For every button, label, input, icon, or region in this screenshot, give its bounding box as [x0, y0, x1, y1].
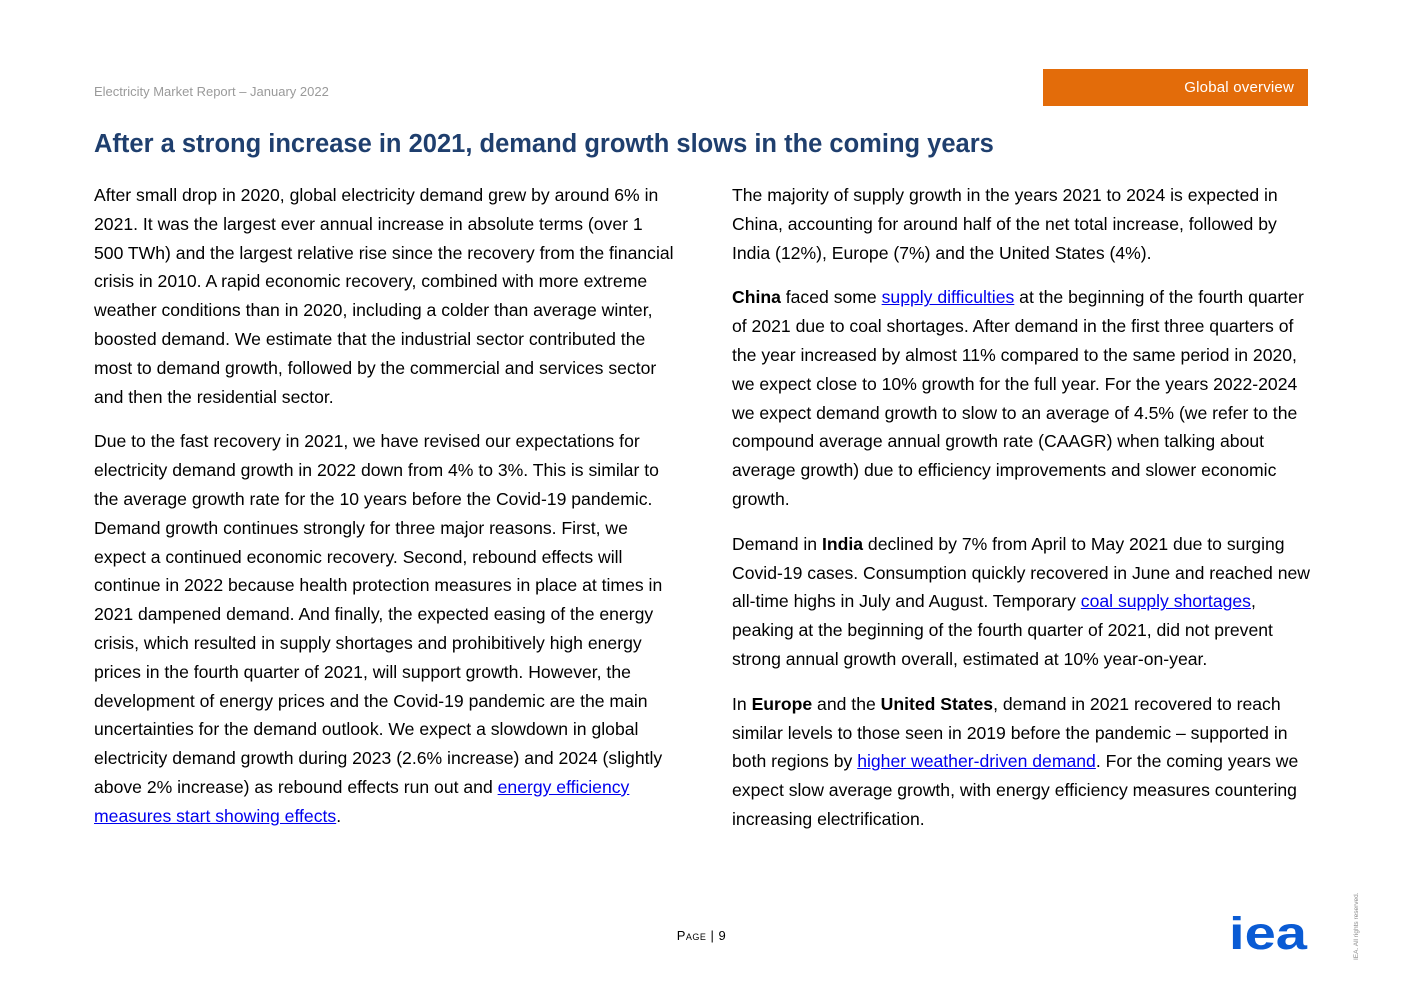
right-column [732, 181, 1314, 850]
paragraph-text: faced some [780, 287, 882, 308]
page-title: After a strong increase in 2021, demand growth slows in the coming years [94, 130, 994, 158]
paragraph-text: Demand in [732, 533, 822, 554]
supply-difficulties-link[interactable]: supply difficulties [881, 287, 1015, 308]
paragraph-text: declined by 7% from April to May 2021 due to surging Covid-19 cases. Consumption quickly recovered in June and reached new all-time highs in July and August. Temporary [732, 533, 1310, 612]
paragraph-text: at the beginning of the fourth quarter of 2021 due to coal shortages. After demand in the first three quarters of the year increased by almost 11% compared to the same period in 2020, we expect close to 10% growth for the full year. For the years 2022-2024 we expect demand growth to slow to an average of 4.5% (we refer to the compound average annual growth rate (CAAGR) when talking about average growth) due to efficiency improvements and slower economic growth. [732, 287, 1304, 509]
paragraph-text: . [336, 805, 342, 826]
paragraph: After small drop in 2020, global electricity demand grew by around 6% in 2021. It was the largest ever annual increase in absolute terms (over 1 500 TWh) and the largest relative rise since the recovery from the financial crisis in 2010. A rapid economic recovery, combined with more extreme weather conditions than in 2020, including a colder than average winter, boosted demand. We estimate that the industrial sector contributed the most to demand growth, followed by the commercial and services sector and then the residential sector. [94, 185, 674, 407]
bold-term-india: India [821, 533, 864, 554]
left-column [94, 181, 676, 847]
iea-logo [1229, 916, 1309, 952]
paragraph [732, 283, 1314, 513]
section-badge: Global overview [1043, 69, 1308, 106]
page-number [0, 928, 1403, 943]
paragraph-text: , demand in 2021 recovered to reach similar levels to those seen in 2019 before the pandemic – supported in both regions by [732, 693, 1288, 772]
bold-term-united-states: United States [880, 693, 994, 714]
paragraph [94, 427, 676, 830]
page-number-value: 9 [718, 928, 727, 943]
bold-term-europe: Europe [751, 693, 813, 714]
weather-driven-demand-link[interactable]: higher weather-driven demand [857, 751, 1096, 772]
paragraph-text: Due to the fast recovery in 2021, we have revised our expectations for electricity demand growth in 2022 down from 4% to 3%. This is similar to the average growth rate for the 10 years before the Covid-19 pandemic. Demand growth continues strongly for three major reasons. First, we expect a continued economic recovery. Second, rebound effects will continue in 2022 because health protection measures in place at times in 2021 dampened demand. And finally, the expected easing of the energy crisis, which resulted in supply shortages and prohibitively high energy prices in the fourth quarter of 2021, will support growth. However, the development of energy prices and the Covid-19 pandemic are the main uncertainties for the demand outlook. We expect a slowdown in global electricity demand growth during 2023 (2.6% increase) and 2024 (slightly above 2% increase) as rebound effects run out and [94, 431, 663, 797]
report-header-title: Electricity Market Report – January 2022 [94, 84, 329, 99]
page-label: Page [676, 928, 707, 943]
paragraph: The majority of supply growth in the years 2021 to 2024 is expected in China, accounting for around half of the net total increase, followed by India (12%), Europe (7%) and the United States (4%). [732, 185, 1278, 263]
rights-notice: IEA. All rights reserved. [1353, 892, 1360, 960]
iea-logo-text: iea [1229, 916, 1308, 952]
paragraph-text: , peaking at the beginning of the fourth quarter of 2021, did not prevent strong annual growth overall, estimated at 10% year-on-year. [732, 591, 1273, 669]
bold-term-china: China [732, 287, 781, 308]
paragraph-text: and the [812, 693, 881, 714]
paragraph [732, 530, 1314, 674]
energy-efficiency-link[interactable]: energy efficiency measures start showing effects [94, 776, 630, 826]
page-separator: | [706, 928, 719, 943]
paragraph-text: . For the coming years we expect slow average growth, with energy efficiency measures countering increasing electrification. [732, 751, 1299, 829]
paragraph [732, 690, 1314, 834]
paragraph-text: In [732, 693, 752, 714]
coal-supply-shortages-link[interactable]: coal supply shortages [1080, 591, 1251, 612]
